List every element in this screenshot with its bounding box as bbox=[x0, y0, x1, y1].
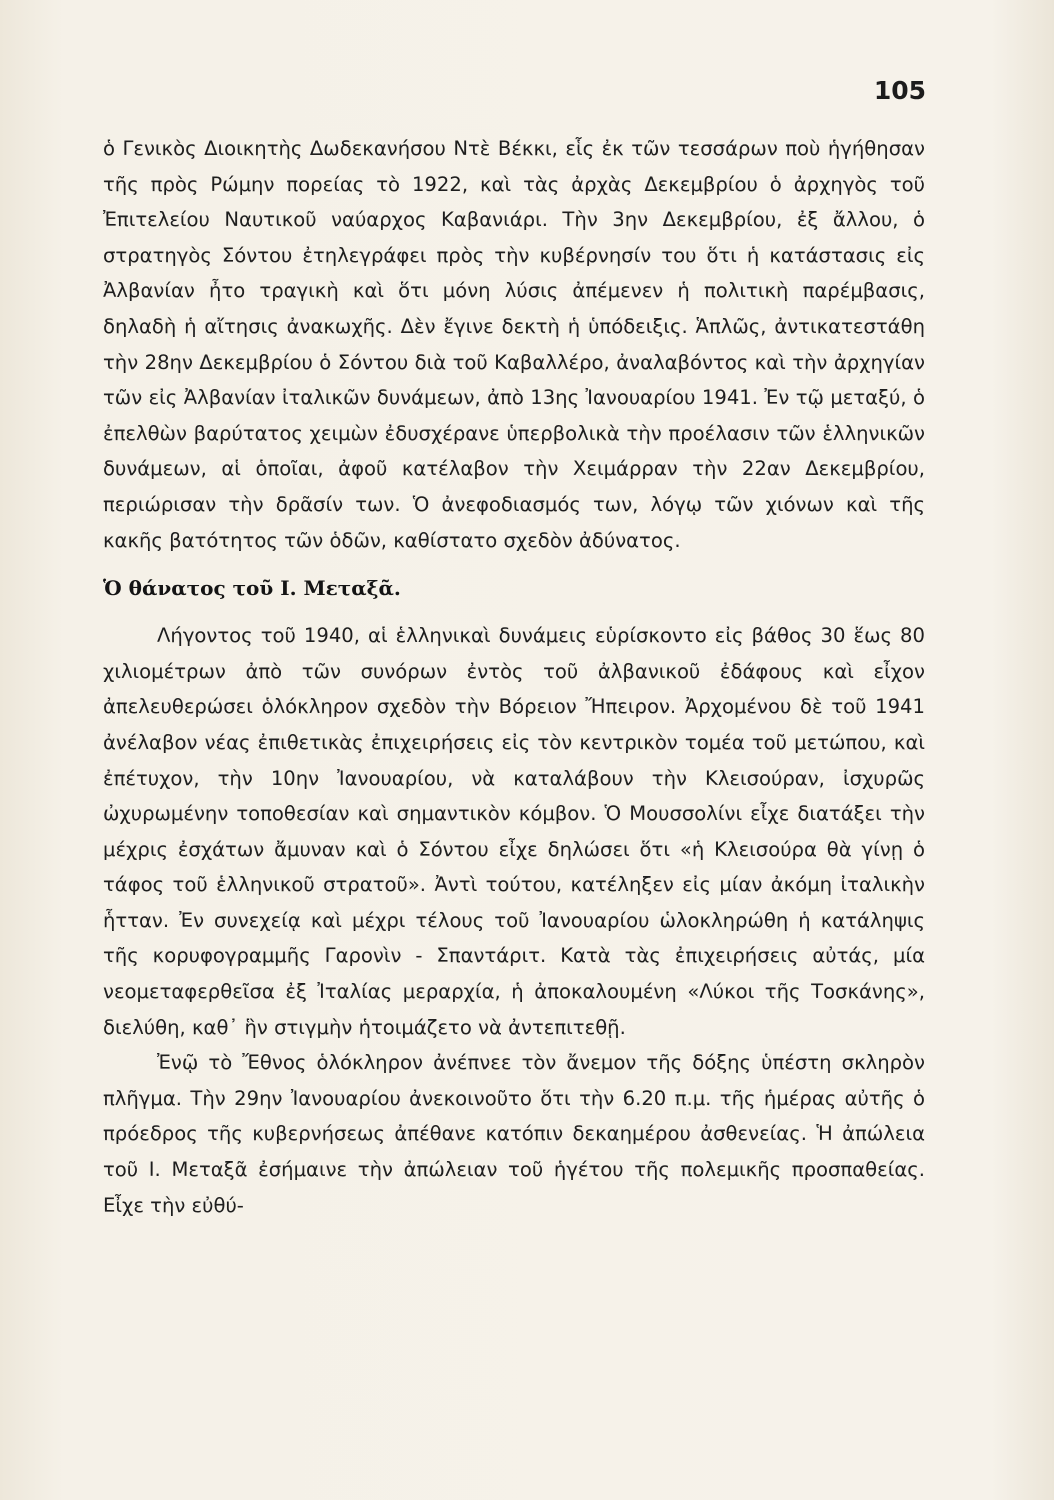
paragraph-3: Ἐνῷ τὸ Ἔθνος ὁλόκληρον ἀνέπνεε τὸν ἄνεμον τῆς δόξης ὑπέστη σκληρὸν πλῆγμα. Τὴν 29ην Ἰανουαρίου ἀνεκοινοῦτο ὅτι τὴν 6.20 π.μ. τῆς ἡμέρας αὐτῆς ὁ πρόεδρος τῆς κυβερνήσεως ἀπέθανε κατόπιν δεκαημέρου ἀσθενείας. Ἡ ἀπώλεια τοῦ Ι. Μεταξᾶ ἐσήμαινε τὴν ἀπώλειαν τοῦ ἡγέτου τῆς πολεμικῆς προσπαθείας. Εἶχε τὴν εὐθύ- bbox=[103, 1051, 925, 1217]
paragraph-2: Λήγοντος τοῦ 1940, αἱ ἑλληνικαὶ δυνάμεις εὑρίσκοντο εἰς βάθος 30 ἕως 80 χιλιομέτρων ἀπὸ τῶν συνόρων ἐντὸς τοῦ ἀλβανικοῦ ἐδάφους καὶ εἶχον ἀπελευθερώσει ὁλόκληρον σχεδὸν τὴν Βόρειον Ἤπειρον. Ἀρχομένου δὲ τοῦ 1941 ἀνέλαβον νέας ἐπιθετικὰς ἐπιχειρήσεις εἰς τὸν κεντρικὸν τομέα τοῦ μετώπου, καὶ ἐπέτυχον, τὴν 10ην Ἰανουαρίου, νὰ καταλάβουν τὴν Κλεισούραν, ἰσχυρῶς ὠχυρωμένην τοποθεσίαν καὶ σημαντικὸν κόμβον. Ὁ Μουσσολίνι εἶχε διατάξει τὴν μέχρις ἐσχάτων ἄμυναν καὶ ὁ Σόντου εἶχε δηλώσει ὅτι «ἡ Κλεισούρα θὰ γίνῃ ὁ τάφος τοῦ ἑλληνικοῦ στρατοῦ». Ἀντὶ τούτου, κατέληξεν εἰς μίαν ἀκόμη ἰταλικὴν ἧτταν. Ἐν συνεχείᾳ καὶ μέχρι τέλους τοῦ Ἰανουαρίου ὡλοκληρώθη ἡ κατάληψις τῆς κορυφογραμμῆς Γαρονὶν - Σπαντάριτ. Κατὰ τὰς ἐπιχειρήσεις αὐτάς, μία νεομεταφερθεῖσα ἐξ Ἰταλίας μεραρχία, ἡ ἀποκαλουμένη «Λύκοι τῆς Τοσκάνης», διελύθη, καθ᾿ ἣν στιγμὴν ἡτοιμάζετο νὰ ἀντεπιτεθῇ. bbox=[103, 624, 925, 1039]
paragraph-1: ὁ Γενικὸς Διοικητὴς Δωδεκανήσου Ντὲ Βέκκι, εἷς ἐκ τῶν τεσσάρων ποὺ ἡγήθησαν τῆς πρὸς Ρώμην πορείας τὸ 1922, καὶ τὰς ἀρχὰς Δεκεμβρίου ὁ ἀρχηγὸς τοῦ Ἐπιτελείου Ναυτικοῦ ναύαρχος Καβανιάρι. Τὴν 3ην Δεκεμβρίου, ἐξ ἄλλου, ὁ στρατηγὸς Σόντου ἐτηλεγράφει πρὸς τὴν κυβέρνησίν του ὅτι ἡ κατάστασις εἰς Ἀλβανίαν ἦτο τραγικὴ καὶ ὅτι μόνη λύσις ἀπέμενεν ἡ πολιτικὴ παρέμβασις, δηλαδὴ ἡ αἴτησις ἀνακωχῆς. Δὲν ἔγινε δεκτὴ ἡ ὑπόδειξις. Ἁπλῶς, ἀντικατεστάθη τὴν 28ην Δεκεμβρίου ὁ Σόντου διὰ τοῦ Καβαλλέρο, ἀναλαβόντος καὶ τὴν ἀρχηγίαν τῶν εἰς Ἀλβανίαν ἰταλικῶν δυνάμεων, ἀπὸ 13ης Ἰανουαρίου 1941. Ἐν τῷ μεταξύ, ὁ ἐπελθὼν βαρύτατος χειμὼν ἐδυσχέρανε ὑπερβολικὰ τὴν προέλασιν τῶν ἑλληνικῶν δυνάμεων, αἱ ὁποῖαι, ἀφοῦ κατέλαβον τὴν Χειμάρραν τὴν 22αν Δεκεμβρίου, περιώρισαν τὴν δρᾶσίν των. Ὁ ἀνεφοδιασμός των, λόγῳ τῶν χιόνων καὶ τῆς κακῆς βατότητος τῶν ὁδῶν, καθίστατο σχεδὸν ἀδύνατος. bbox=[103, 137, 925, 552]
body-text bbox=[103, 131, 925, 1223]
page-number: 105 bbox=[873, 76, 926, 105]
section-heading: Ὁ θάνατος τοῦ Ι. Μεταξᾶ. bbox=[103, 576, 401, 601]
